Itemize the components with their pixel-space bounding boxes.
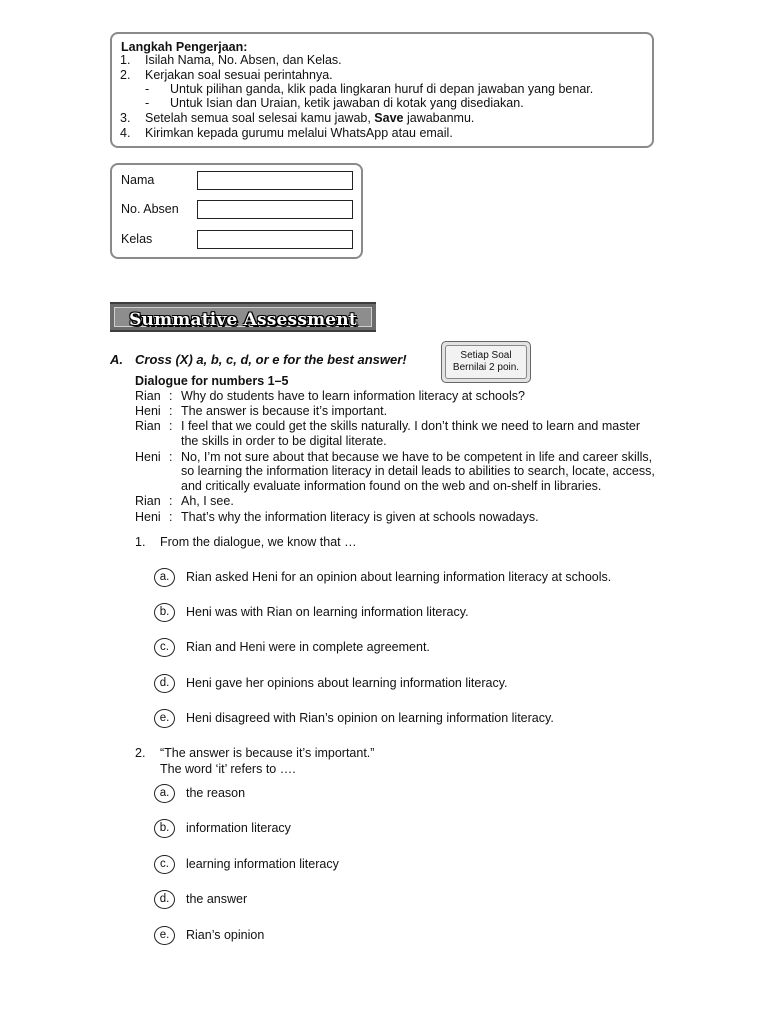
question-text-cont: The word ‘it’ refers to ….: [160, 762, 296, 776]
speaker: Rian: [135, 494, 161, 508]
section-instruction: Cross (X) a, b, c, d, or e for the best answer!: [135, 352, 407, 367]
option-text: Heni was with Rian on learning information literacy.: [186, 605, 469, 619]
speaker: Heni: [135, 404, 161, 418]
identity-box: [110, 163, 363, 259]
option-text: the answer: [186, 892, 248, 906]
speaker: Rian: [135, 389, 161, 403]
option-circle[interactable]: a.: [154, 568, 175, 587]
class-label: Kelas: [121, 232, 153, 246]
option-circle[interactable]: e.: [154, 709, 175, 728]
question-text: “The answer is because it’s important.”: [160, 746, 375, 760]
option-text: Heni disagreed with Rian’s opinion on learning information literacy.: [186, 711, 554, 725]
question-number: 1.: [135, 535, 146, 549]
option-text: Rian and Heni were in complete agreement.: [186, 640, 430, 654]
option-circle[interactable]: b.: [154, 603, 175, 622]
score-badge: [441, 341, 531, 383]
option-text: Rian’s opinion: [186, 928, 265, 942]
class-field[interactable]: [197, 230, 353, 249]
question-number: 2.: [135, 746, 146, 760]
speaker: Heni: [135, 510, 161, 524]
speaker: Heni: [135, 450, 161, 464]
instructions-title: Langkah Pengerjaan:: [121, 40, 248, 54]
option-circle[interactable]: a.: [154, 784, 175, 803]
banner-title: Summative Assessment: [129, 310, 357, 330]
option-text: information literacy: [186, 821, 291, 835]
option-circle[interactable]: e.: [154, 926, 175, 945]
dialogue-heading: Dialogue for numbers 1–5: [135, 374, 289, 388]
option-text: the reason: [186, 786, 246, 800]
section-banner: [110, 302, 376, 332]
option-text: Heni gave her opinions about learning information literacy.: [186, 676, 508, 690]
name-field[interactable]: [197, 171, 353, 190]
option-circle[interactable]: c.: [154, 638, 175, 657]
question-text: From the dialogue, we know that …: [160, 535, 357, 549]
score-line: Bernilai 2 poin.: [452, 362, 520, 373]
option-text: learning information literacy: [186, 857, 339, 871]
option-circle[interactable]: d.: [154, 674, 175, 693]
name-label: Nama: [121, 173, 155, 187]
option-circle[interactable]: b.: [154, 819, 175, 838]
option-circle[interactable]: d.: [154, 890, 175, 909]
speaker: Rian: [135, 419, 161, 433]
option-circle[interactable]: c.: [154, 855, 175, 874]
absen-label: No. Absen: [121, 202, 179, 216]
absen-field[interactable]: [197, 200, 353, 219]
score-line: Setiap Soal: [460, 350, 512, 361]
option-text: Rian asked Heni for an opinion about learning information literacy at schools.: [186, 570, 612, 584]
section-letter: A.: [110, 352, 123, 367]
